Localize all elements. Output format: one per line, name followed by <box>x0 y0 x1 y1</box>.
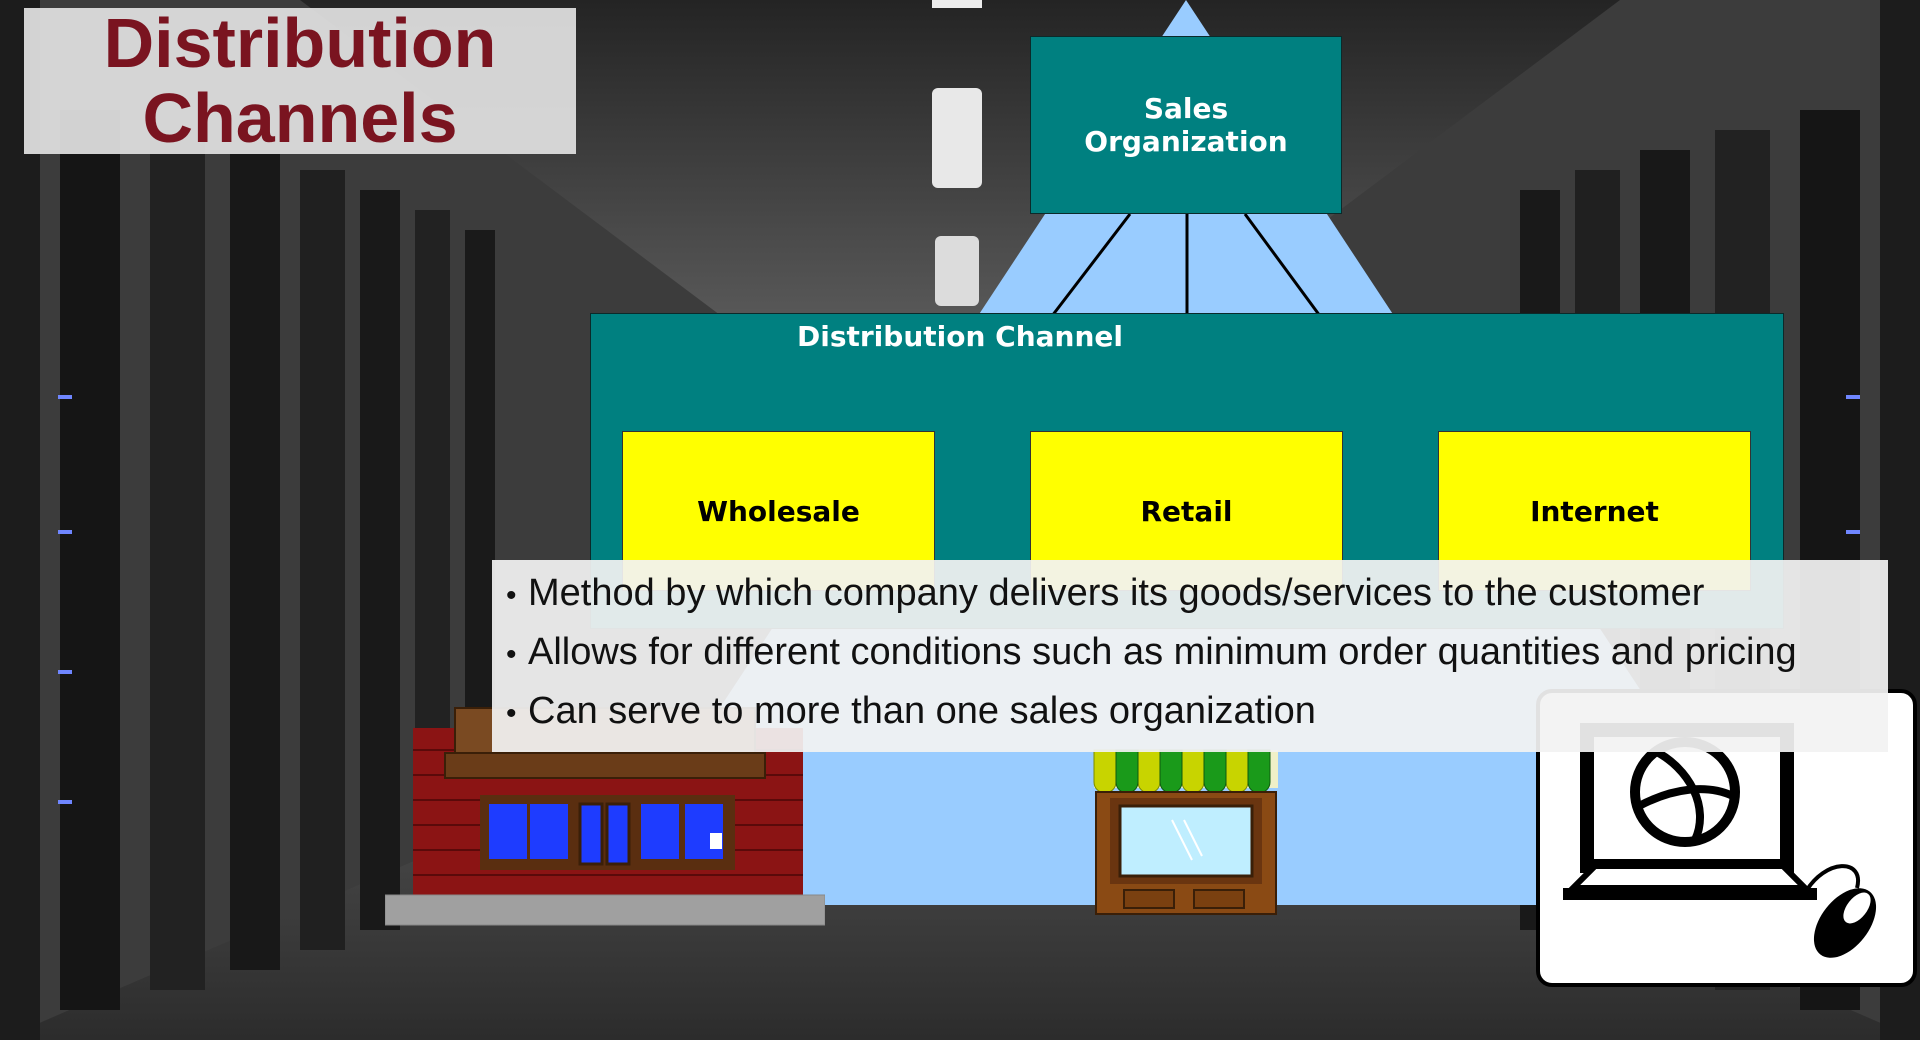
distribution-channel-label: Distribution Channel <box>796 320 1123 353</box>
bullet-text-2: Allows for different conditions such as minimum order quantities and pricing <box>528 631 1797 673</box>
bullet-text-3: Can serve to more than one sales organization <box>528 690 1316 732</box>
bullet-item-3 <box>506 682 1888 741</box>
sales-org-line-1: Sales <box>1143 92 1229 125</box>
bullet-text-1: Method by which company delivers its goods/services to the customer <box>528 572 1705 614</box>
sales-organization-node <box>1030 36 1342 214</box>
channel-retail: Retail <box>1030 431 1343 591</box>
title-line-2: Channels <box>142 79 458 157</box>
sales-org-line-2: Organization <box>1084 125 1288 158</box>
bullet-item-2 <box>506 623 1888 682</box>
bullet-marker: • <box>506 638 517 671</box>
bullet-list <box>492 560 1888 752</box>
bullet-marker: • <box>506 579 517 612</box>
bullet-item-1 <box>506 564 1888 623</box>
title-line-1: Distribution <box>103 4 497 82</box>
channel-internet: Internet <box>1438 431 1751 591</box>
bullet-marker: • <box>506 697 517 730</box>
channel-wholesale: Wholesale <box>622 431 935 591</box>
